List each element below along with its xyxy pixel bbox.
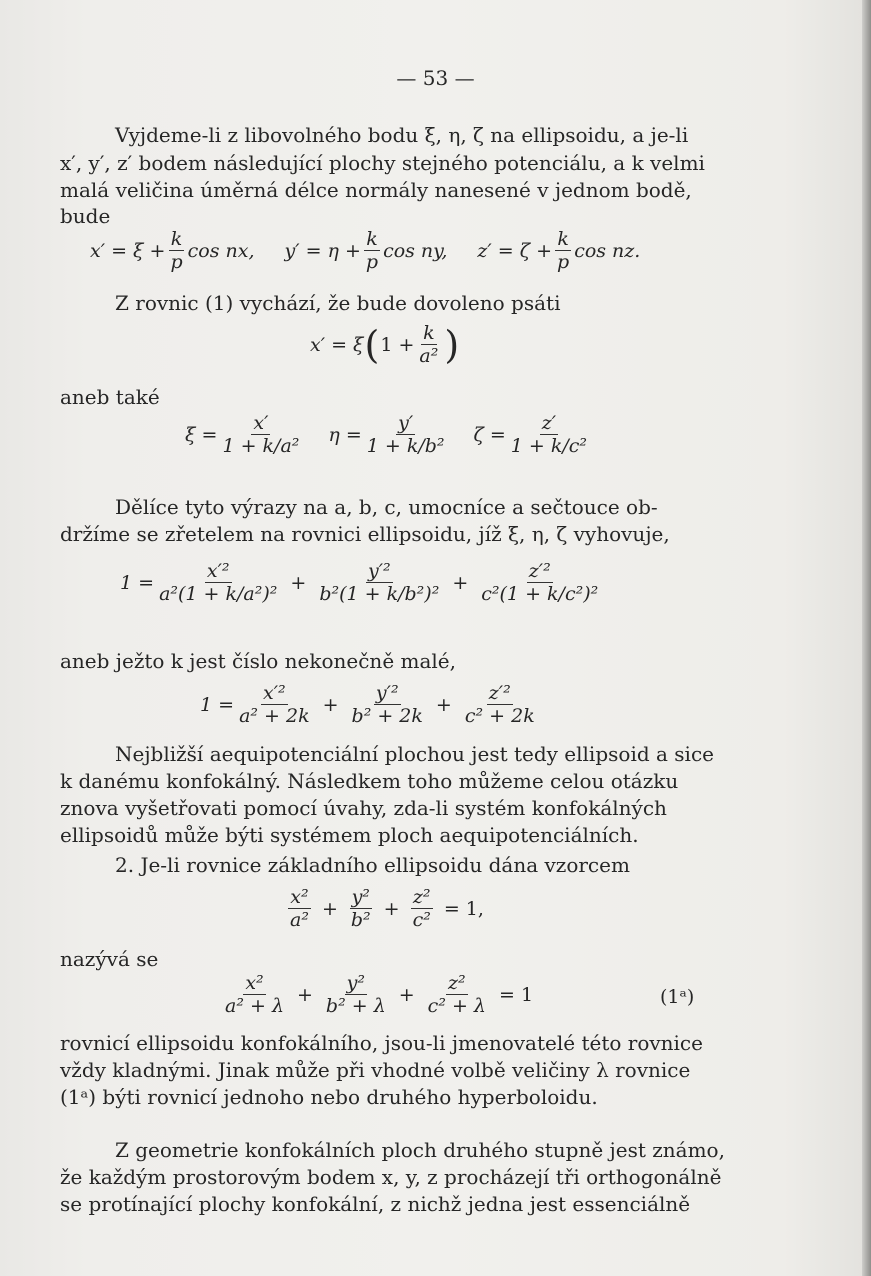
formula-term: η =: [328, 423, 362, 446]
formula-rhs: = 1: [498, 983, 534, 1006]
text-line: Vyjdeme-li z libovolného bodu ξ, η, ζ na ellipsoidu, a je-li: [115, 123, 689, 147]
text-line: se protínající plochy konfokální, z nichž jedna jest essenciálně: [60, 1192, 691, 1216]
fraction: $\frac{k}{p}$: [557, 228, 570, 273]
formula-term: x′ = ξ: [310, 333, 364, 356]
fraction: $\frac{\text{z²}}{\text{c²}}$: [412, 886, 431, 931]
formula-term: 1 =: [120, 571, 155, 594]
text-line: držíme se zřetelem na rovnici ellipsoidu, jíž ξ, η, ζ vyhovuje,: [60, 522, 670, 546]
fraction: $\frac{k}{\text{a²}}$: [419, 322, 439, 367]
page-number: — 53 —: [396, 66, 475, 90]
formula-term: ξ =: [185, 423, 218, 446]
page-edge-shadow: [862, 0, 871, 1276]
text-line: malá veličina úměrná délce normály nanesené v jednom bodě,: [60, 178, 692, 202]
fraction: $\frac{\text{z′²}}{\text{c²(1 + k/c²)²}}$: [481, 560, 599, 605]
text-line: že každým prostorovým bodem x, y, z procházejí tři orthogonálně: [60, 1165, 722, 1189]
formula-base-ellipsoid: $\frac{\text{x²}}{\text{a²}}$ + $\frac{\text{y²}}{\text{b²}}$ + $\frac{\text{z²}}{\text{c²}}$ = 1,: [290, 886, 484, 931]
formula-term: x′ = ξ +: [90, 239, 166, 262]
text-line: Z rovnic (1) vychází, že bude dovoleno psáti: [115, 291, 561, 315]
formula-term: cos ny,: [383, 239, 448, 262]
formula-x-prime-2: x′ = ξ ( 1 + $\frac{k}{\text{a²}}$ ): [310, 322, 460, 367]
formula-term: cos nx,: [187, 239, 255, 262]
formula-xi-eta-zeta: [185, 412, 592, 457]
formula-term: ζ =: [473, 423, 506, 446]
fraction: $\frac{\text{y²}}{\text{b²}}$: [350, 886, 371, 931]
fraction: $\frac{k}{p}$: [170, 228, 183, 273]
text-line: bude: [60, 204, 111, 228]
fraction: $\frac{y'}{\text{1 + k/b²}}$: [366, 412, 445, 457]
fraction: $\frac{\text{x²}}{\text{a²}}$: [290, 886, 309, 931]
text-line: Z geometrie konfokálních ploch druhého stupně jest známo,: [115, 1138, 725, 1162]
fraction: $\frac{\text{y′²}}{\text{b²(1 + k/b²)²}}$: [319, 560, 440, 605]
formula-sum-squared: 1 = $\frac{\text{x′²}}{\text{a²(1 + k/a²)²}}$ + $\frac{\text{y′²}}{\text{b²(1 + k/b²)²}}$ + $\frac{\text{z′²}}{\text{c²(1 + k/c²)²}}$: [120, 560, 599, 605]
text-line: k danému konfokálný. Následkem toho můžeme celou otázku: [60, 769, 679, 793]
formula-term: y′ = η +: [284, 239, 361, 262]
formula-x-prime: [90, 228, 640, 273]
equation-number: (1ᵃ): [660, 986, 695, 1008]
text-line: 2. Je-li rovnice základního ellipsoidu dána vzorcem: [115, 853, 630, 877]
fraction: $\frac{\text{y′²}}{\text{b² + 2k}}$: [351, 682, 423, 727]
text-line: aneb také: [60, 385, 160, 409]
formula-sum-2k: 1 = $\frac{\text{x′²}}{\text{a² + 2k}}$ + $\frac{\text{y′²}}{\text{b² + 2k}}$ + $\frac{\text{z′²}}{\text{c² + 2k}}$: [200, 682, 535, 727]
fraction: $\frac{\text{x′²}}{\text{a² + 2k}}$: [239, 682, 310, 727]
fraction: $\frac{\text{z′²}}{\text{c² + 2k}}$: [464, 682, 535, 727]
text-line: aneb ježto k jest číslo nekonečně malé,: [60, 649, 456, 673]
fraction: $\frac{z'}{\text{1 + k/c²}}$: [510, 412, 588, 457]
text-line: Nejbližší aequipotenciální plochou jest tedy ellipsoid a sice: [115, 742, 714, 766]
fraction: $\frac{\text{z²}}{\text{c² + λ}}$: [427, 972, 486, 1017]
formula-confocal: $\frac{\text{x²}}{\text{a² + λ}}$ + $\frac{\text{y²}}{\text{b² + λ}}$ + $\frac{\text{z²}}{\text{c² + λ}}$ = 1: [225, 972, 534, 1017]
fraction: $\frac{\text{x′²}}{\text{a²(1 + k/a²)²}}$: [159, 560, 278, 605]
fraction: $\frac{\text{y²}}{\text{b² + λ}}$: [325, 972, 386, 1017]
formula-term: 1 =: [200, 693, 235, 716]
text-line: ellipsoidů může býti systémem ploch aequipotenciálních.: [60, 823, 639, 847]
formula-term: cos nz.: [574, 239, 641, 262]
text-line: Dělíce tyto výrazy na a, b, c, umocníce a sečtouce ob-: [115, 495, 658, 519]
text-line: x′, y′, z′ bodem následující plochy stejného potenciálu, a k velmi: [60, 151, 705, 175]
fraction: $\frac{x'}{\text{1 + k/a²}}$: [222, 412, 300, 457]
text-line: (1ᵃ) býti rovnicí jednoho nebo druhého hyperboloidu.: [60, 1085, 598, 1109]
fraction: $\frac{\text{x²}}{\text{a² + λ}}$: [225, 972, 284, 1017]
formula-rhs: = 1,: [443, 897, 484, 920]
text-line: znova vyšetřovati pomocí úvahy, zda-li systém konfokálných: [60, 796, 667, 820]
text-line: rovnicí ellipsoidu konfokálního, jsou-li jmenovatelé této rovnice: [60, 1031, 703, 1055]
text-line: nazývá se: [60, 947, 159, 971]
text-line: vždy kladnými. Jinak může při vhodné volbě veličiny λ rovnice: [60, 1058, 691, 1082]
fraction: $\frac{k}{p}$: [365, 228, 379, 273]
formula-term: z′ = ζ +: [477, 239, 553, 262]
